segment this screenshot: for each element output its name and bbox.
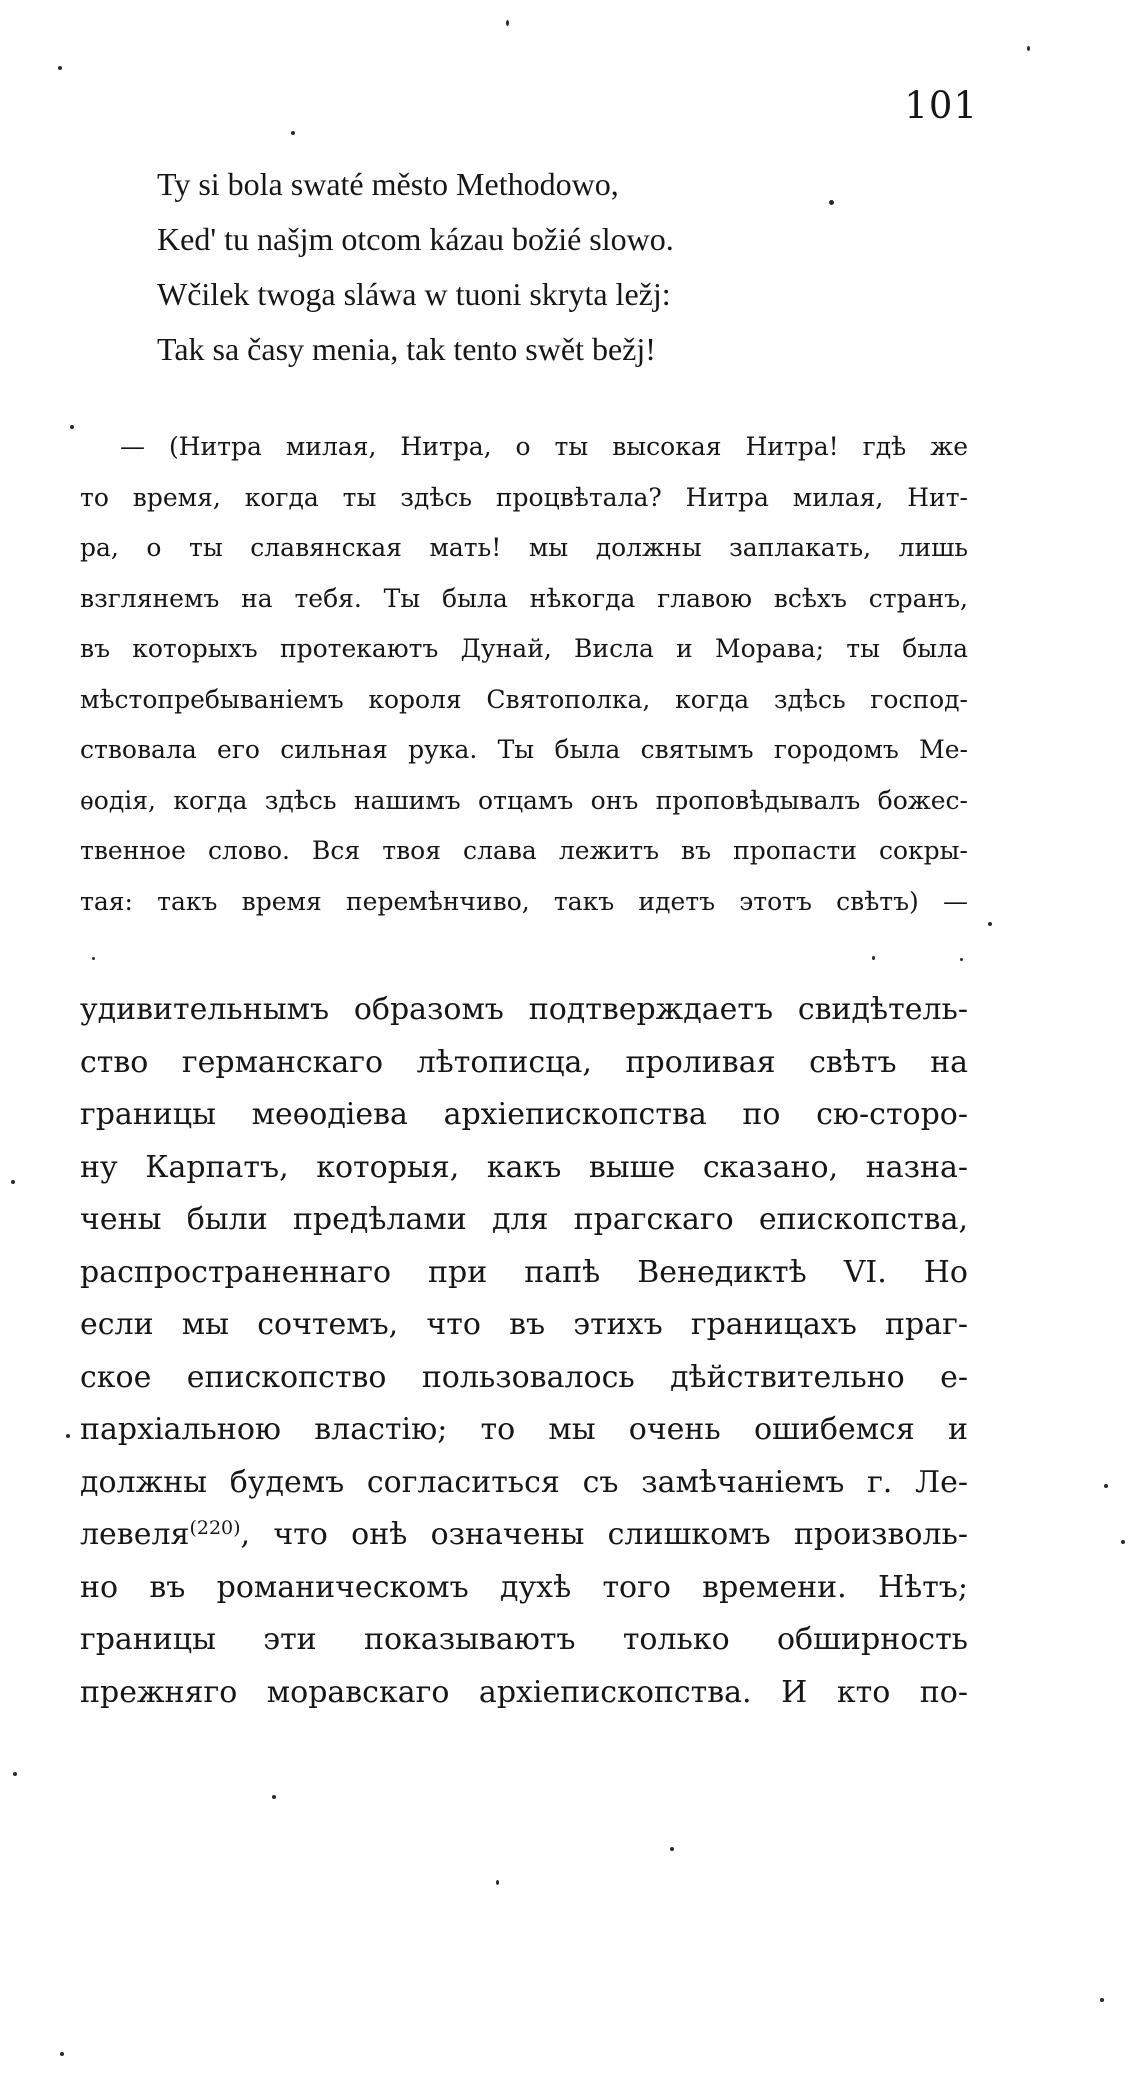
scan-speck xyxy=(988,922,992,926)
body-line: ну Карпатъ, которыя, какъ выше сказано, назна- xyxy=(80,1149,968,1185)
translation-line: тая: такъ время перемѣнчиво, такъ идетъ этотъ свѣтъ) — xyxy=(80,886,968,916)
scan-speck xyxy=(58,66,62,70)
scan-speck xyxy=(872,956,875,960)
body-line: пархіальною властію; то мы очень ошибемся и xyxy=(80,1412,968,1447)
scan-speck xyxy=(1100,1998,1104,2002)
body-line: ское епископство пользовалось дѣйствительно е- xyxy=(80,1359,968,1395)
scan-speck xyxy=(960,958,963,961)
body-line: чены были предѣлами для прагскаго епископства, xyxy=(80,1202,968,1237)
footnote-reference[interactable]: (220) xyxy=(189,1517,241,1539)
scan-speck xyxy=(66,1434,70,1438)
poem-line: Wčilek twoga sláwa w tuoni skryta ležj: xyxy=(157,276,671,312)
translation-line: твенное слово. Вся твоя слава лежитъ въ пропасти сокры- xyxy=(80,836,968,865)
scan-speck xyxy=(70,425,74,429)
body-line: ство германскаго лѣтописца, проливая свѣтъ на xyxy=(80,1044,968,1080)
scan-speck xyxy=(829,200,834,205)
poem-line: Ked' tu našjm otcom kázau božié slowo. xyxy=(157,221,674,257)
scan-speck xyxy=(272,1795,276,1799)
poem-line: Ty si bola swaté město Methodowo, xyxy=(157,166,619,202)
body-line: удивительнымъ образомъ подтверждаетъ свидѣтель- xyxy=(80,992,968,1027)
poem-line: Tak sa časy menia, tak tento swět bežj! xyxy=(157,331,656,367)
translation-line: ствовала его сильная рука. Ты была святымъ городомъ Ме- xyxy=(80,735,968,764)
body-line: границы меѳодіева архіепископства по сю-сторо- xyxy=(80,1097,968,1132)
body-line-with-footnote xyxy=(80,1509,968,1562)
scan-speck xyxy=(1121,1540,1125,1544)
scan-speck xyxy=(11,1180,15,1184)
translation-line: — (Нитра милая, Нитра, о ты высокая Нитра! гдѣ же xyxy=(120,432,968,461)
scan-speck xyxy=(506,20,509,26)
slovak-poem xyxy=(157,157,857,377)
body-text-before-footnote: левеля xyxy=(80,1517,190,1552)
translation-line: то время, когда ты здѣсь процвѣтала? Нитра милая, Нит- xyxy=(80,482,968,512)
translation-line: въ которыхъ протекаютъ Дунай, Висла и Морава; ты была xyxy=(80,634,968,663)
scan-speck xyxy=(1104,1484,1108,1488)
body-text-after-footnote: , что онѣ означены слишкомъ произволь- xyxy=(240,1517,968,1552)
scan-speck xyxy=(13,1772,17,1776)
scan-speck xyxy=(496,1880,499,1885)
translation-line: взглянемъ на тебя. Ты была нѣкогда главою всѣхъ странъ, xyxy=(80,583,968,613)
body-line: но въ романическомъ духѣ того времени. Нѣтъ; xyxy=(80,1569,968,1605)
translation-line: ра, о ты славянская мать! мы должны заплакать, лишь xyxy=(80,533,968,562)
body-line: границы эти показываютъ только обширность xyxy=(80,1622,968,1657)
body-line: если мы сочтемъ, что въ этихъ границахъ праг- xyxy=(80,1307,968,1342)
page-number: 101 xyxy=(904,84,978,127)
body-line: прежняго моравскаго архіепископства. И кто по- xyxy=(80,1674,968,1710)
body-line: должны будемъ согласиться съ замѣчаніемъ г. Ле- xyxy=(80,1464,968,1500)
translation-line: мѣстопребываніемъ короля Святополка, когда здѣсь господ- xyxy=(80,684,968,714)
scan-speck xyxy=(92,957,95,960)
body-line: распространеннаго при папѣ Венедиктѣ VI. Но xyxy=(80,1254,968,1290)
translation-line: ѳодія, когда здѣсь нашимъ отцамъ онъ проповѣдывалъ божес- xyxy=(80,785,968,815)
poem-translation xyxy=(80,422,968,927)
scan-speck xyxy=(1027,46,1030,51)
scan-speck xyxy=(670,1847,674,1851)
scan-speck xyxy=(291,131,295,135)
scan-speck xyxy=(60,2052,64,2056)
body-paragraph xyxy=(80,984,968,1719)
